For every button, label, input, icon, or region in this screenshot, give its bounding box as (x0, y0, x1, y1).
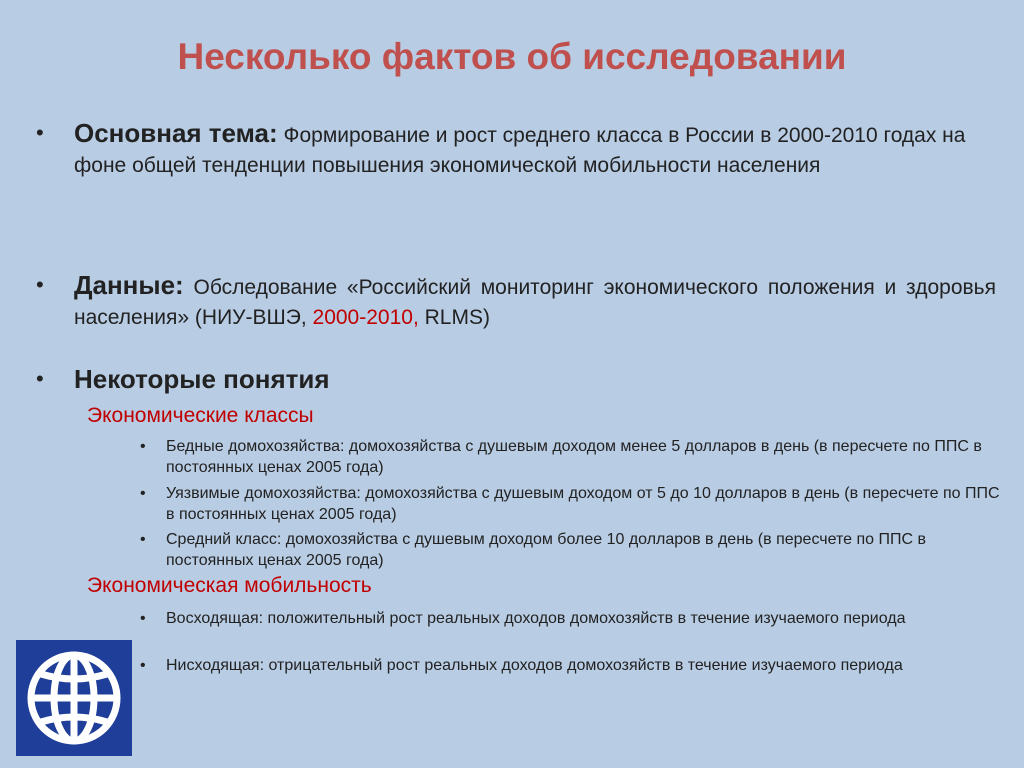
bullet-dot: • (36, 120, 44, 145)
concepts-label: Некоторые понятия (74, 364, 330, 394)
class-poor: Бедные домохозяйства: домохозяйства с душевым доходом менее 5 долларов в день (в пересчете по ППС в постоянных ценах 2005 года) (166, 438, 982, 476)
mobility-upward: Восходящая: положительный рост реальных доходов домохозяйств в течение изучаемого периода (166, 610, 906, 627)
data-text-post: RLMS) (418, 306, 490, 329)
topic-text: Формирование и рост среднего класса в России в 2000-2010 годах на фоне общей тенденции повышения экономической мобильности населения (74, 124, 966, 177)
list-item (140, 483, 1000, 525)
class-vulnerable: Уязвимые домохозяйства: домохозяйства с душевым доходом от 5 до 10 долларов в день (в пересчете по ППС в постоянных ценах 2005 года) (166, 485, 1000, 523)
world-bank-globe-icon (16, 640, 132, 756)
concepts-bullet (36, 364, 996, 397)
data-years: 2000-2010, (312, 306, 419, 329)
list-item (140, 655, 1000, 676)
bullet-dot: • (140, 610, 146, 627)
list-item (140, 608, 1000, 629)
world-bank-logo (16, 640, 132, 756)
data-bullet (36, 270, 996, 333)
topic-bullet (36, 118, 996, 181)
mobility-downward: Нисходящая: отрицательный рост реальных доходов домохозяйств в течение изучаемого периода (166, 657, 903, 674)
mobility-heading: Экономическая мобильность (87, 574, 372, 597)
bullet-dot: • (36, 272, 44, 297)
slide-title: Несколько фактов об исследовании (177, 36, 847, 77)
bullet-dot: • (140, 438, 146, 455)
bullet-dot: • (36, 366, 44, 391)
bullet-dot: • (140, 485, 146, 502)
data-text-pre: Обследование «Российский мониторинг экономического положения и здоровья населения» (НИУ-ВШЭ, (74, 276, 996, 329)
bullet-dot: • (140, 657, 146, 674)
topic-label: Основная тема: (74, 118, 278, 148)
list-item (140, 436, 1000, 478)
bullet-dot: • (140, 531, 146, 548)
class-middle: Средний класс: домохозяйства с душевым доходом более 10 долларов в день (в пересчете по ППС в постоянных ценах 2005 года) (166, 531, 926, 569)
classes-heading: Экономические классы (87, 404, 314, 427)
data-label: Данные: (74, 270, 184, 300)
list-item (140, 529, 1000, 571)
